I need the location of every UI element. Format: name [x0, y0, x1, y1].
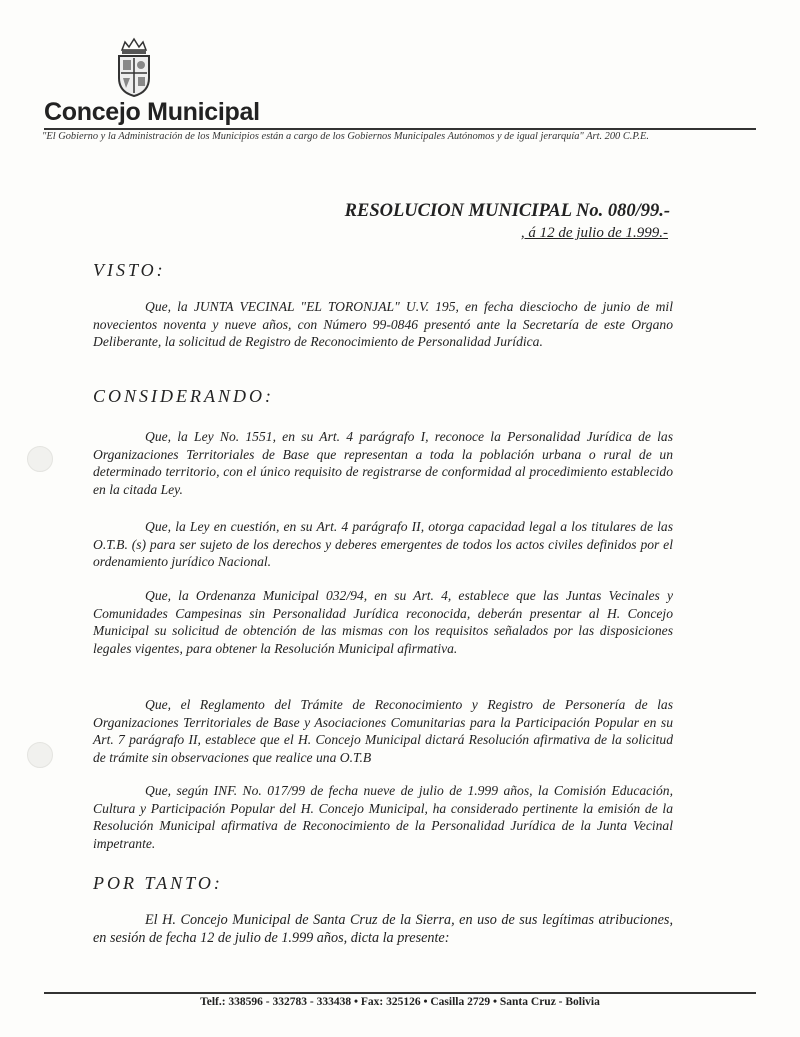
punch-hole: [27, 742, 53, 768]
por-tanto-paragraph: El H. Concejo Municipal de Santa Cruz de la Sierra, en uso de sus legítimas atribuciones, en sesión de fecha 12 de julio de 1.999 años, dicta la presente:: [93, 912, 673, 946]
visto-heading: VISTO:: [93, 260, 166, 280]
por-tanto-heading: POR TANTO:: [93, 873, 223, 893]
considerando-paragraph-3: Que, la Ordenanza Municipal 032/94, en su Art. 4, establece que las Juntas Vecinales y Comunidades Campesinas sin Personalidad Jurídica reconocida, deberán presentar al H. Concejo Municipal su solicitud de obtención de las mismas con los requisitos señalados por las disposiciones legales vigentes, para obtener la Resolución Municipal afirmativa.: [93, 588, 673, 656]
considerando-heading: CONSIDERANDO:: [93, 386, 274, 406]
considerando-paragraph-1: Que, la Ley No. 1551, en su Art. 4 parágrafo I, reconoce la Personalidad Jurídica de las Organizaciones Territoriales de Base que representan a toda la población urbana o rural de un determinado territorio, con el único requisito de registrarse de conformidad al procedimiento establecido en la citada Ley.: [93, 429, 673, 497]
punch-hole: [27, 446, 53, 472]
footer-contact: Telf.: 338596 - 332783 - 333438 • Fax: 325126 • Casilla 2729 • Santa Cruz - Bolivia: [200, 996, 600, 1008]
considerando-paragraph-5: Que, según INF. No. 017/99 de fecha nueve de julio de 1.999 años, la Comisión Educación, Cultura y Participación Popular del H. Concejo Municipal, ha considerado pertinente la emisión de la Resolución Municipal afirmativa de Reconocimiento de la Personalidad Jurídica de la Junta Vecinal impetrante.: [93, 783, 673, 851]
municipal-crest-icon: [113, 36, 155, 98]
considerando-paragraph-4: Que, el Reglamento del Trámite de Reconocimiento y Registro de Personería de las Organizaciones Territoriales de Base y Asociaciones Comunitarias para la Participación Popular en su Art. 7 parágrafo II, establece que el H. Concejo Municipal dictará Resolución afirmativa de la solicitud de trámite sin observaciones que realice una O.T.B: [93, 697, 673, 765]
considerando-paragraph-2: Que, la Ley en cuestión, en su Art. 4 parágrafo II, otorga capacidad legal a los titulares de las O.T.B. (s) para ser sujeto de los derechos y deberes emergentes de todos los actos civiles definidos por el ordenamiento jurídico Nacional.: [93, 519, 673, 570]
visto-paragraph: Que, la JUNTA VECINAL "EL TORONJAL" U.V. 195, en fecha diesciocho de junio de mil novecientos noventa y nueve años, con Número 99-0846 presentó ante la Secretaría de este Organo Deliberante, la solicitud de Registro de Reconocimiento de Personalidad Jurídica.: [93, 299, 673, 350]
organization-name: Concejo Municipal: [44, 98, 260, 126]
resolution-title: RESOLUCION MUNICIPAL No. 080/99.-: [344, 201, 670, 221]
resolution-date: , á 12 de julio de 1.999.-: [520, 225, 668, 241]
header-motto: "El Gobierno y la Administración de los Municipios están a cargo de los Gobiernos Municipales Autónomos y de igual jerarquía" Art. 200 C.P.E.: [42, 131, 649, 142]
header-divider: [44, 128, 756, 130]
footer-divider: [44, 992, 756, 994]
